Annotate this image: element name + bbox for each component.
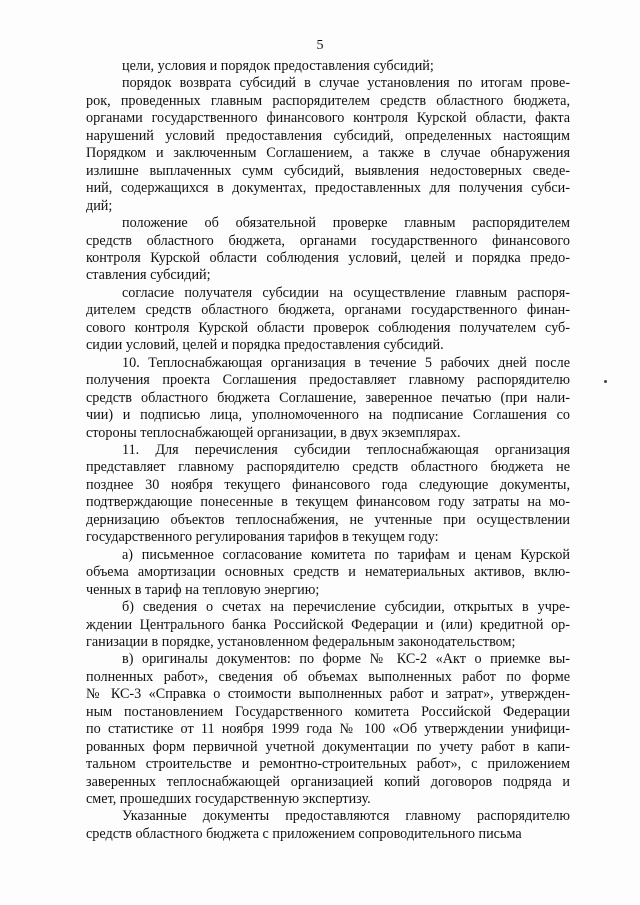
paragraph-p8 (86, 599, 570, 651)
text-line: подтверждающие понесенные в текущем финансовом году затраты на мо- (86, 494, 570, 511)
text-line: по статистике от 11 ноября 1999 года № 100 «Об утверждении унифици- (86, 721, 570, 738)
text-line: представляет главному распорядителю средств областного бюджета не (86, 459, 570, 476)
text-line: № КС-3 «Справка о стоимости выполненных работ и затрат», утвержден- (86, 686, 570, 703)
text-line: согласие получателя субсидии на осуществление главным распоря- (122, 284, 570, 301)
text-line: государственного регулирования тарифов в текущем году: (86, 529, 439, 546)
text-line: контроля Курской области соблюдения условий, целей и порядка предо- (86, 249, 570, 266)
text-line: органами государственного финансового контроля Курской области, факта (86, 110, 570, 127)
text-line: рованных форм первичной учетной документации по учету работ в капи- (86, 738, 570, 755)
text-line: положение об обязательной проверке главным распорядителем (122, 215, 570, 232)
page-number: 5 (316, 38, 324, 53)
document-body (86, 58, 570, 843)
paragraph-p7 (86, 547, 570, 599)
text-line: позднее 30 ноября текущего финансового года следующие документы, (86, 476, 570, 493)
text-line: ний, содержащихся в документах, предоставленных для получения субси- (86, 180, 570, 197)
text-line: б) сведения о счетах на перечисление субсидии, открытых в учре- (122, 599, 570, 616)
paragraph-p3 (86, 215, 570, 285)
text-line: дий; (86, 197, 113, 214)
text-line: средств областного бюджета, органами государственного финансового (86, 232, 570, 249)
text-line: ганизации в порядке, установленном федеральным законодательством; (86, 633, 516, 650)
text-line: а) письменное согласование комитета по тарифам и ценам Курской (122, 546, 570, 563)
text-line: сидии условий, целей и порядка предоставления субсидий. (86, 337, 444, 354)
paragraph-p1 (86, 58, 570, 75)
paragraph-p5 (86, 355, 570, 442)
paragraph-p10 (86, 808, 570, 843)
paragraph-p6 (86, 442, 570, 547)
margin-dot (604, 380, 607, 383)
text-line: сового контроля Курской области проверок соблюдения получателем суб- (86, 319, 570, 336)
text-line: получения проекта Соглашения предоставляет главному распорядителю (86, 372, 570, 389)
text-line: рок, проведенных главным распорядителем средств областного бюджета, (86, 92, 570, 109)
text-line: смет, прошедших государственную экспертизу. (86, 791, 371, 808)
text-line: Порядком и заключенным Соглашением, а также в случае обнаружения (86, 145, 570, 162)
text-line: нарушений условий предоставления субсидий, определенных настоящим (86, 127, 570, 144)
text-line: 11. Для перечисления субсидии теплоснабжающая организация (122, 441, 570, 458)
text-line: средств областного бюджета Соглашение, заверенное печатью (при нали- (86, 389, 570, 406)
text-line: средств областного бюджета с приложением сопроводительного письма (86, 825, 522, 842)
text-line: излишне выплаченных сумм субсидий, выявления недостоверных сведе- (86, 162, 570, 179)
text-line: порядок возврата субсидий в случае установления по итогам прове- (122, 75, 570, 92)
text-line: заверенных теплоснабжающей организацией копий договоров подряда и (86, 773, 570, 790)
text-line: дителем средств областного бюджета, органами государственного финан- (86, 302, 570, 319)
text-line: Указанные документы предоставляются главному распорядителю (122, 808, 570, 825)
paragraph-p4 (86, 285, 570, 355)
text-line: стороны теплоснабжающей организации, в двух экземплярах. (86, 424, 461, 441)
text-line: дернизацию объектов теплоснабжения, не учтенные при осуществлении (86, 511, 570, 528)
paragraph-p9 (86, 651, 570, 808)
text-line: ченных в тариф на тепловую энергию; (86, 581, 320, 598)
paragraph-p2 (86, 75, 570, 215)
text-line: чии) и подписью лица, уполномоченного на подписание Соглашения со (86, 407, 570, 424)
text-line: объема амортизации основных средств и нематериальных активов, вклю- (86, 564, 570, 581)
text-line: в) оригиналы документов: по форме № КС-2 «Акт о приемке вы- (122, 651, 570, 668)
text-line: ным постановлением Государственного комитета Российской Федерации (86, 703, 570, 720)
text-line: полненных работ», сведения об объемах выполненных работ по форме (86, 668, 570, 685)
text-line: ждении Центрального банка Российской Федерации и (или) кредитной ор- (86, 616, 570, 633)
text-line: ставления субсидий; (86, 267, 211, 284)
text-line: цели, условия и порядок предоставления субсидий; (122, 58, 434, 74)
text-line: 10. Теплоснабжающая организация в течение 5 рабочих дней после (122, 354, 570, 371)
text-line: тальном строительстве и ремонтно-строительных работ», с приложением (86, 756, 570, 773)
